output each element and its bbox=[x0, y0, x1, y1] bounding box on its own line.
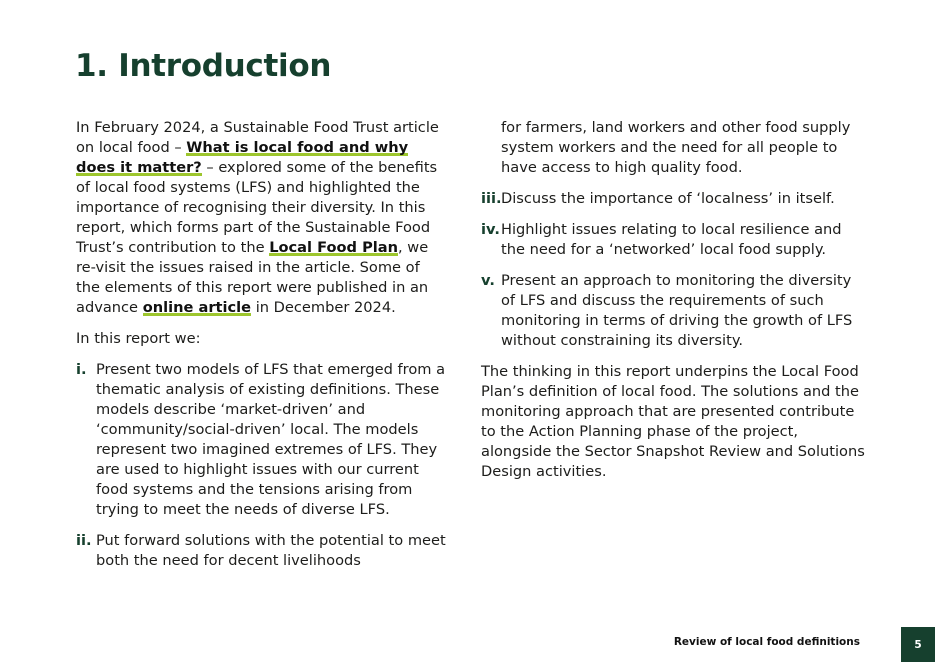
list-item bbox=[481, 220, 866, 260]
intro-text-3: , we re-visit the issues raised in the article. Some of the elements of this report were published in an advance bbox=[76, 239, 429, 316]
list-number: iii. bbox=[481, 190, 502, 207]
list-item-text: Present two models of LFS that emerged from a thematic analysis of existing definitions. These models describe ‘market-driven’ and ‘community/social-driven’ local. The models represent two imagined extremes of LFS. They are used to highlight issues with our current food systems and the tensions arising from trying to meet the needs of diverse LFS. bbox=[96, 361, 446, 518]
online-article-link[interactable]: online article bbox=[142, 299, 252, 316]
list-item-text: Present an approach to monitoring the diversity of LFS and discuss the requirements of such monitoring in terms of driving the growth of LFS without constraining its diversity. bbox=[501, 272, 853, 349]
right-column bbox=[481, 118, 866, 493]
intro-text-2: – explored some of the benefits of local food systems (LFS) and highlighted the importance of recognising their diversity. In this report, which forms part of the Sustainable Food Trust’s contribution to the bbox=[76, 159, 438, 256]
list-item bbox=[481, 271, 866, 351]
page-number: 5 bbox=[901, 627, 935, 662]
intro-text-1: In February 2024, a Sustainable Food Trust article on local food – bbox=[76, 119, 439, 156]
list-item bbox=[76, 360, 448, 520]
page-title: 1. Introduction bbox=[75, 48, 332, 84]
local-food-plan-link[interactable]: Local Food Plan bbox=[269, 239, 399, 256]
closing-paragraph: The thinking in this report underpins the Local Food Plan’s definition of local food. The solutions and the monitoring approach that are presented contribute to the Action Planning phase of the project, alongside the Sector Snapshot Review and Solutions Design activities. bbox=[481, 363, 865, 480]
list-number: i. bbox=[76, 361, 87, 378]
list-item-continuation: for farmers, land workers and other food supply system workers and the need for all people to have access to high quality food. bbox=[501, 119, 851, 176]
intro-paragraph bbox=[76, 118, 448, 318]
article-link[interactable]: What is local food and why does it matter? bbox=[76, 139, 409, 176]
list-item bbox=[76, 531, 448, 571]
list-item-text: Put forward solutions with the potential to meet both the need for decent livelihoods bbox=[96, 532, 446, 569]
list-item-text: Discuss the importance of ‘localness’ in itself. bbox=[501, 190, 835, 207]
left-column bbox=[76, 118, 448, 582]
list-lead: In this report we: bbox=[76, 330, 201, 347]
list-number: iv. bbox=[481, 221, 500, 238]
list-number: v. bbox=[481, 272, 495, 289]
list-number: ii. bbox=[76, 532, 92, 549]
list-item-text: Highlight issues relating to local resilience and the need for a ‘networked’ local food supply. bbox=[501, 221, 842, 258]
intro-text-4: in December 2024. bbox=[251, 299, 396, 316]
footer-document-title: Review of local food definitions bbox=[673, 636, 860, 648]
list-item bbox=[481, 189, 866, 209]
